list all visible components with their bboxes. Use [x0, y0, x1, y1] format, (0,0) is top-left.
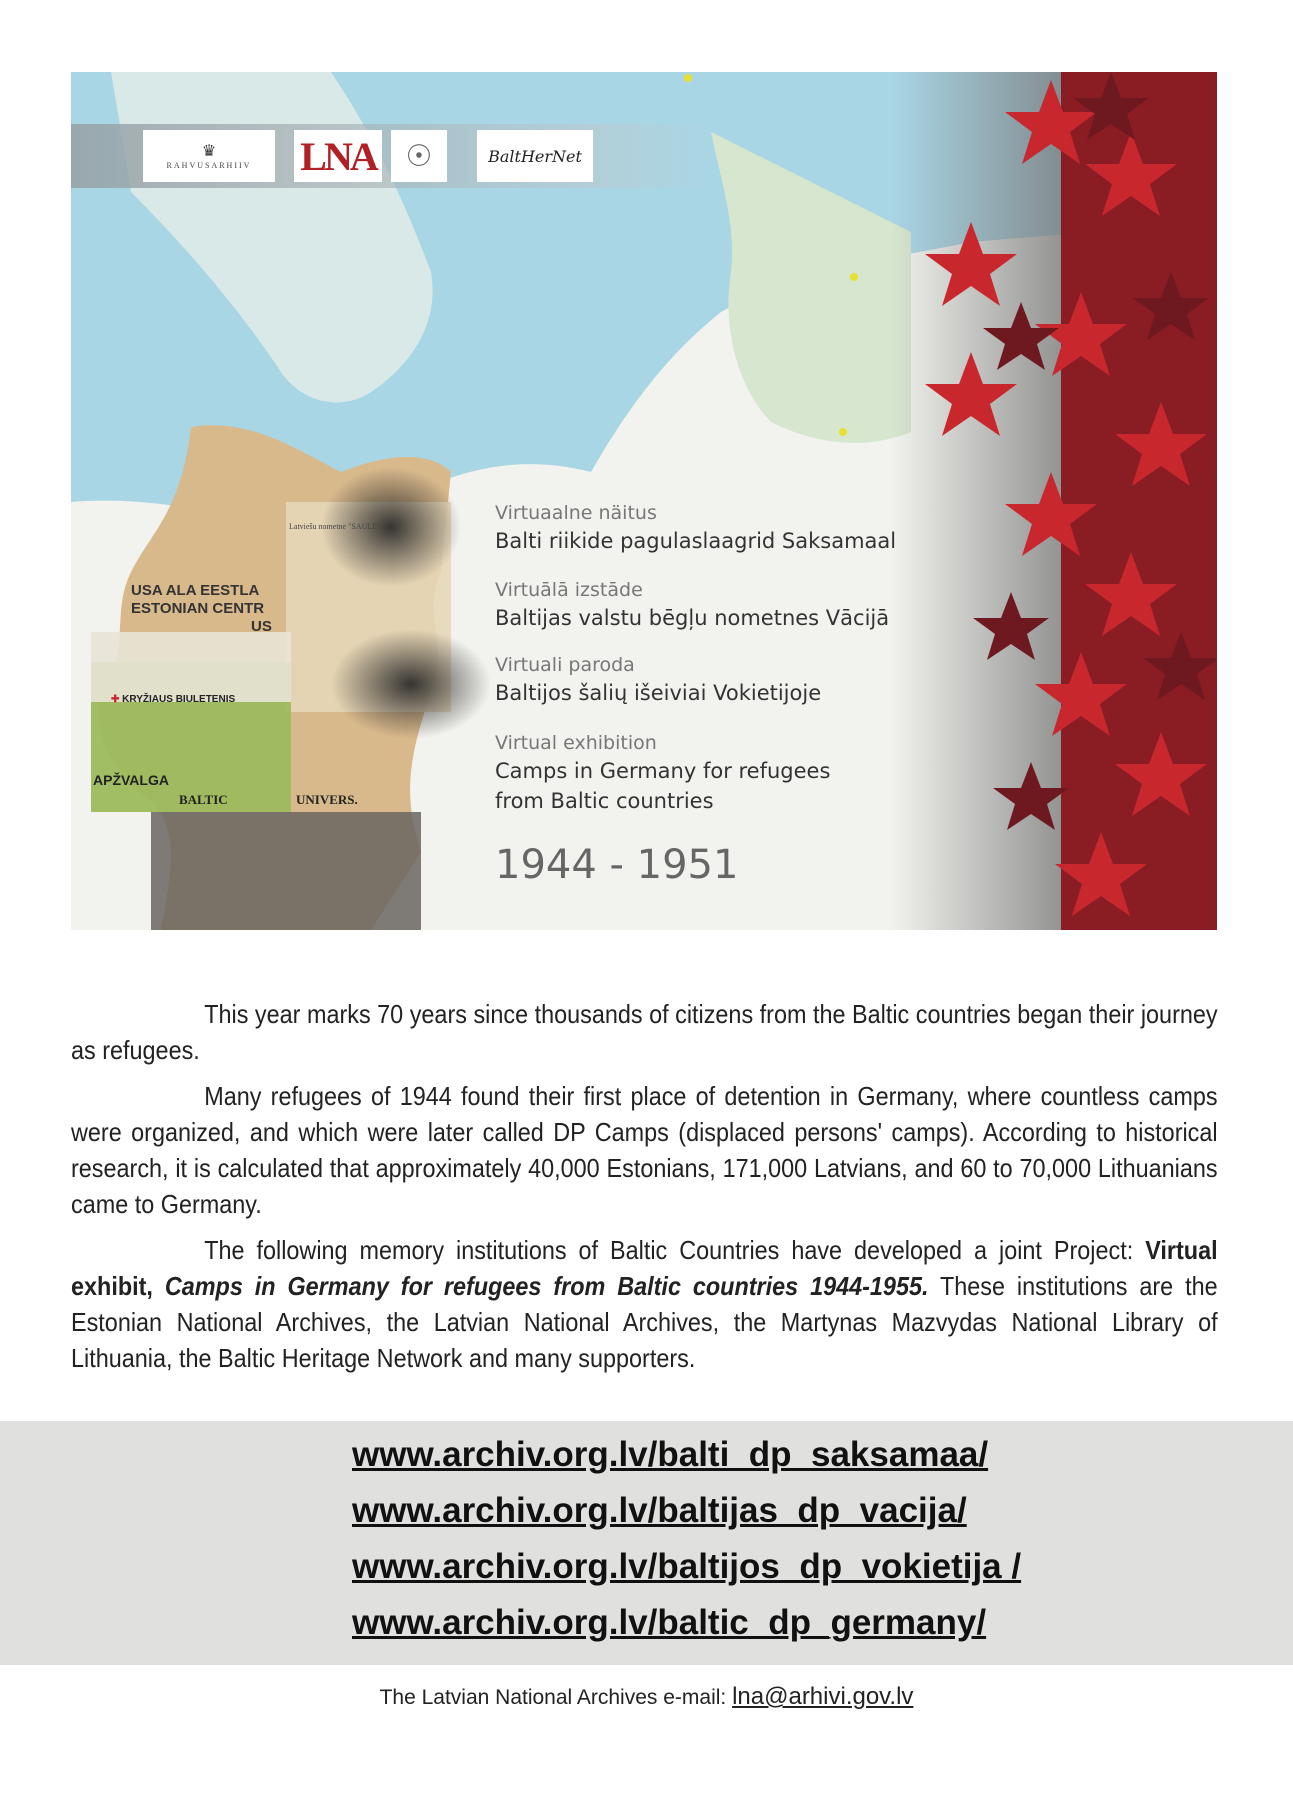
intro-text	[71, 996, 1218, 1376]
link-estonian-exhibit[interactable]: www.archiv.org.lv/balti_dp_saksamaa/	[352, 1435, 989, 1474]
paragraph-1: This year marks 70 years since thousands of citizens from the Baltic countries began their journey as refugees.	[71, 999, 1218, 1065]
seal-icon: ☉	[405, 139, 433, 173]
collage-text-univers: UNIVERS.	[296, 792, 358, 807]
collage-text-cross: ✚ KRYŽIAUS BIULETENIS	[111, 694, 236, 705]
city-dot	[839, 428, 847, 436]
photo-bottom	[151, 812, 421, 930]
exhibition-years: 1944 - 1951	[495, 842, 739, 888]
city-dot	[684, 74, 692, 82]
lions-crest-icon: ♛	[201, 142, 217, 160]
collage-text-baltic: BALTIC	[179, 792, 228, 807]
exhibition-english: Virtual exhibition Camps in Germany for refugees from Baltic countries	[495, 732, 831, 813]
partner-logos-strip	[71, 124, 711, 188]
library-seal-logo	[391, 130, 447, 182]
cross-booklet	[91, 632, 291, 702]
link-english-exhibit[interactable]: www.archiv.org.lv/baltic_dp_germany/	[352, 1603, 987, 1642]
dark-smudge-middle	[331, 629, 491, 739]
paragraph-2: Many refugees of 1944 found their first place of detention in Germany, where countless camps were organized, and which were later called DP Camps (displaced persons' camps). According to historical research, it is calculated that approximately 40,000 Estonians, 171,000 Latvians, and 60 to 70,000 Lithuanians came to Germany.	[71, 1081, 1218, 1219]
exhibition-estonian: Virtuaalne näitus Balti riikide pagulaslaagrid Saksamaal	[495, 502, 897, 553]
exhibition-lithuanian: Virtuali paroda Baltijos šalių išeiviai Vokietijoje	[495, 654, 822, 705]
links-panel	[0, 1421, 1293, 1665]
red-cross-icon: ✚	[111, 694, 120, 705]
email-link[interactable]: lna@arhivi.gov.lv	[732, 1683, 914, 1710]
link-latvian-exhibit[interactable]: www.archiv.org.lv/baltijas_dp_vacija/	[352, 1491, 967, 1530]
rahvusarhiiv-logo: ♛ RAHVUSARHIIV	[143, 130, 275, 182]
exhibition-banner	[71, 72, 1217, 930]
collage-text-saule: Latviešu nometne "SAULE"	[289, 522, 381, 531]
link-lithuanian-exhibit[interactable]: www.archiv.org.lv/baltijos_dp_vokietija /	[352, 1547, 1022, 1586]
baltheritage-logo: BaltHerNet	[477, 130, 593, 182]
paragraph-3: The following memory institutions of Baltic Countries have developed a joint Project: Virtual exhibit, Camps in Germany for refugees from Baltic countries 1944-1955. These institutions are the Estonian National Archives, the Latvian National Archives, the Martynas Mazvydas National Library of Lithuania, the Baltic Heritage Network and many supporters.	[71, 1235, 1218, 1373]
collage-text-apzvalga: APŽVALGA	[93, 772, 169, 788]
city-dot	[850, 273, 858, 281]
lna-logo: LNA	[294, 130, 382, 182]
exhibition-latvian: Virtuālā izstāde Baltijas valstu bēgļu nometnes Vācijā	[495, 579, 890, 630]
collage-text-estonian: USA ALA EESTLA ESTONIAN CENTR US	[131, 582, 272, 635]
footer-contact: The Latvian National Archives e-mail: lna@arhivi.gov.lv	[379, 1683, 914, 1710]
